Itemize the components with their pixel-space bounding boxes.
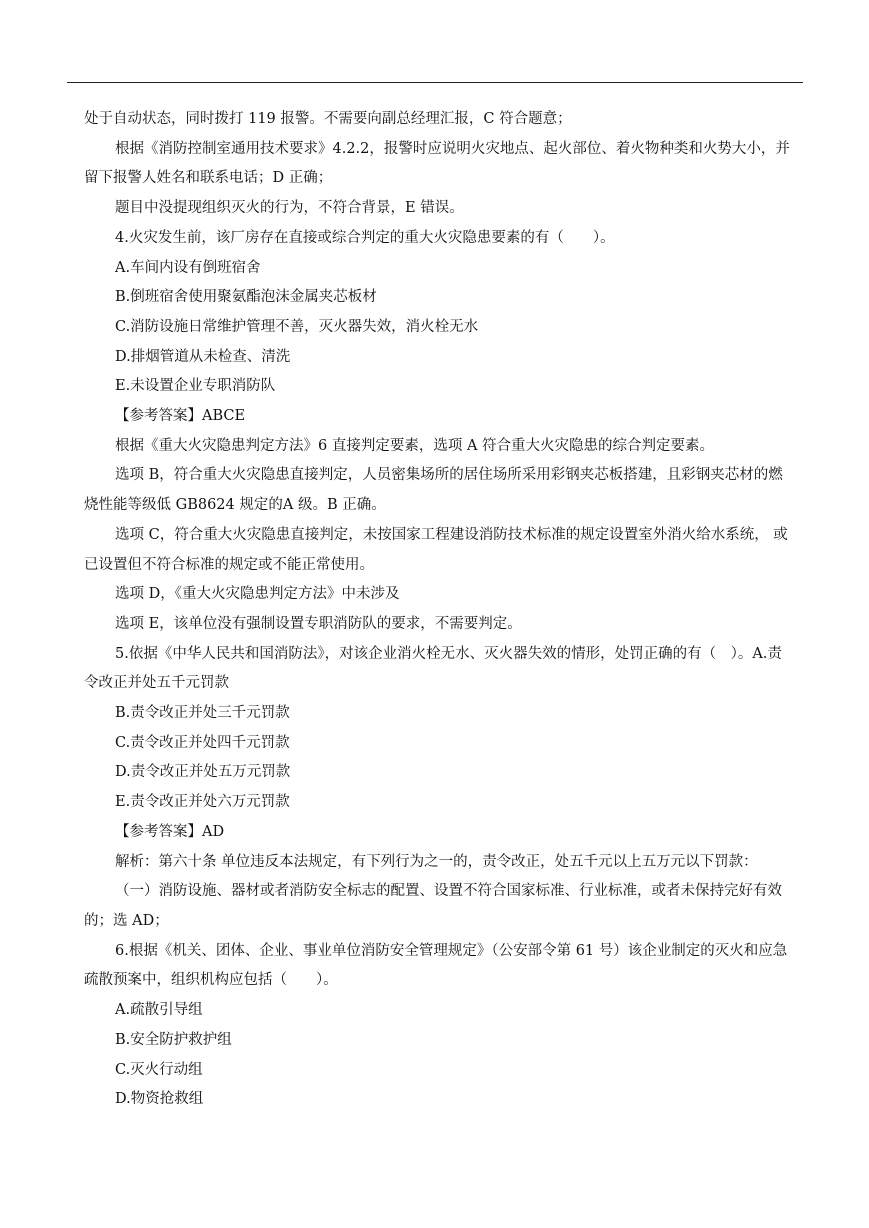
paragraph: 选项 D，《重大火灾隐患判定方法》中未涉及 — [115, 586, 400, 603]
paragraph: C.灭火行动组 — [115, 1061, 203, 1078]
paragraph: 6.根据《机关、团体、企业、事业单位消防安全管理规定》（公安部令第 61 号）该企业制定的灭火和应急疏散预案中，组织机构应包括（ ）。 — [84, 942, 788, 989]
paragraph: E.责令改正并处六万元罚款 — [115, 794, 290, 811]
paragraph: B.责令改正并处三千元罚款 — [115, 705, 290, 722]
paragraph: 根据《消防控制室通用技术要求》4.2.2，报警时应说明火灾地点、起火部位、着火物种类和火势大小，并留下报警人姓名和联系电话；D 正确； — [84, 140, 790, 187]
paragraph: 5.依据《中华人民共和国消防法》，对该企业消火栓无水、灭火器失效的情形，处罚正确的有（ ）。A.责令改正并处五千元罚款 — [84, 645, 782, 692]
paragraph: 选项 B，符合重大火灾隐患直接判定，人员密集场所的居住场所采用彩钢夹芯板搭建，且彩钢夹芯材的燃烧性能等级低 GB8624 规定的A 级。B 正确。 — [84, 467, 783, 514]
paragraph: 解析：第六十条 单位违反本法规定，有下列行为之一的，责令改正，处五千元以上五万元以下罚款： — [115, 853, 758, 870]
paragraph: 选项 C，符合重大火灾隐患直接判定，未按国家工程建设消防技术标准的规定设置室外消火给水系统， 或已设置但不符合标准的规定或不能正常使用。 — [84, 526, 788, 573]
paragraph: 选项 E，该单位没有强制设置专职消防队的要求，不需要判定。 — [115, 615, 522, 632]
paragraph: B.安全防护救护组 — [115, 1031, 232, 1048]
paragraph: D.责令改正并处五万元罚款 — [115, 764, 291, 781]
paragraph: C.责令改正并处四千元罚款 — [115, 734, 290, 751]
paragraph: 【参考答案】ABCE — [115, 408, 246, 425]
document-body — [84, 105, 796, 1115]
paragraph: 题目中没提现组织灭火的行为，不符合背景，E 错误。 — [115, 200, 464, 217]
paragraph: D.物资抢救组 — [115, 1091, 204, 1108]
paragraph: A.车间内设有倒班宿舍 — [115, 259, 261, 276]
header-rule — [67, 82, 803, 83]
paragraph: （一）消防设施、器材或者消防安全标志的配置、设置不符合国家标准、行业标准，或者未保持完好有效的；选 AD； — [84, 883, 782, 929]
paragraph: B.倒班宿舍使用聚氨酯泡沫金属夹芯板材 — [115, 289, 377, 306]
paragraph: 4.火灾发生前，该厂房存在直接或综合判定的重大火灾隐患要素的有（ ）。 — [115, 229, 615, 246]
paragraph: A.疏散引导组 — [115, 1002, 203, 1019]
paragraph: 处于自动状态，同时拨打 119 报警。不需要向副总经理汇报，C 符合题意； — [84, 111, 572, 127]
paragraph: D.排烟管道从未检查、清洗 — [115, 348, 291, 365]
paragraph: C.消防设施日常维护管理不善，灭火器失效，消火栓无水 — [115, 318, 479, 335]
paragraph: E.未设置企业专职消防队 — [115, 378, 276, 395]
paragraph: 【参考答案】AD — [115, 823, 225, 840]
paragraph: 根据《重大火灾隐患判定方法》6 直接判定要素，选项 A 符合重大火灾隐患的综合判定要素。 — [115, 437, 715, 454]
